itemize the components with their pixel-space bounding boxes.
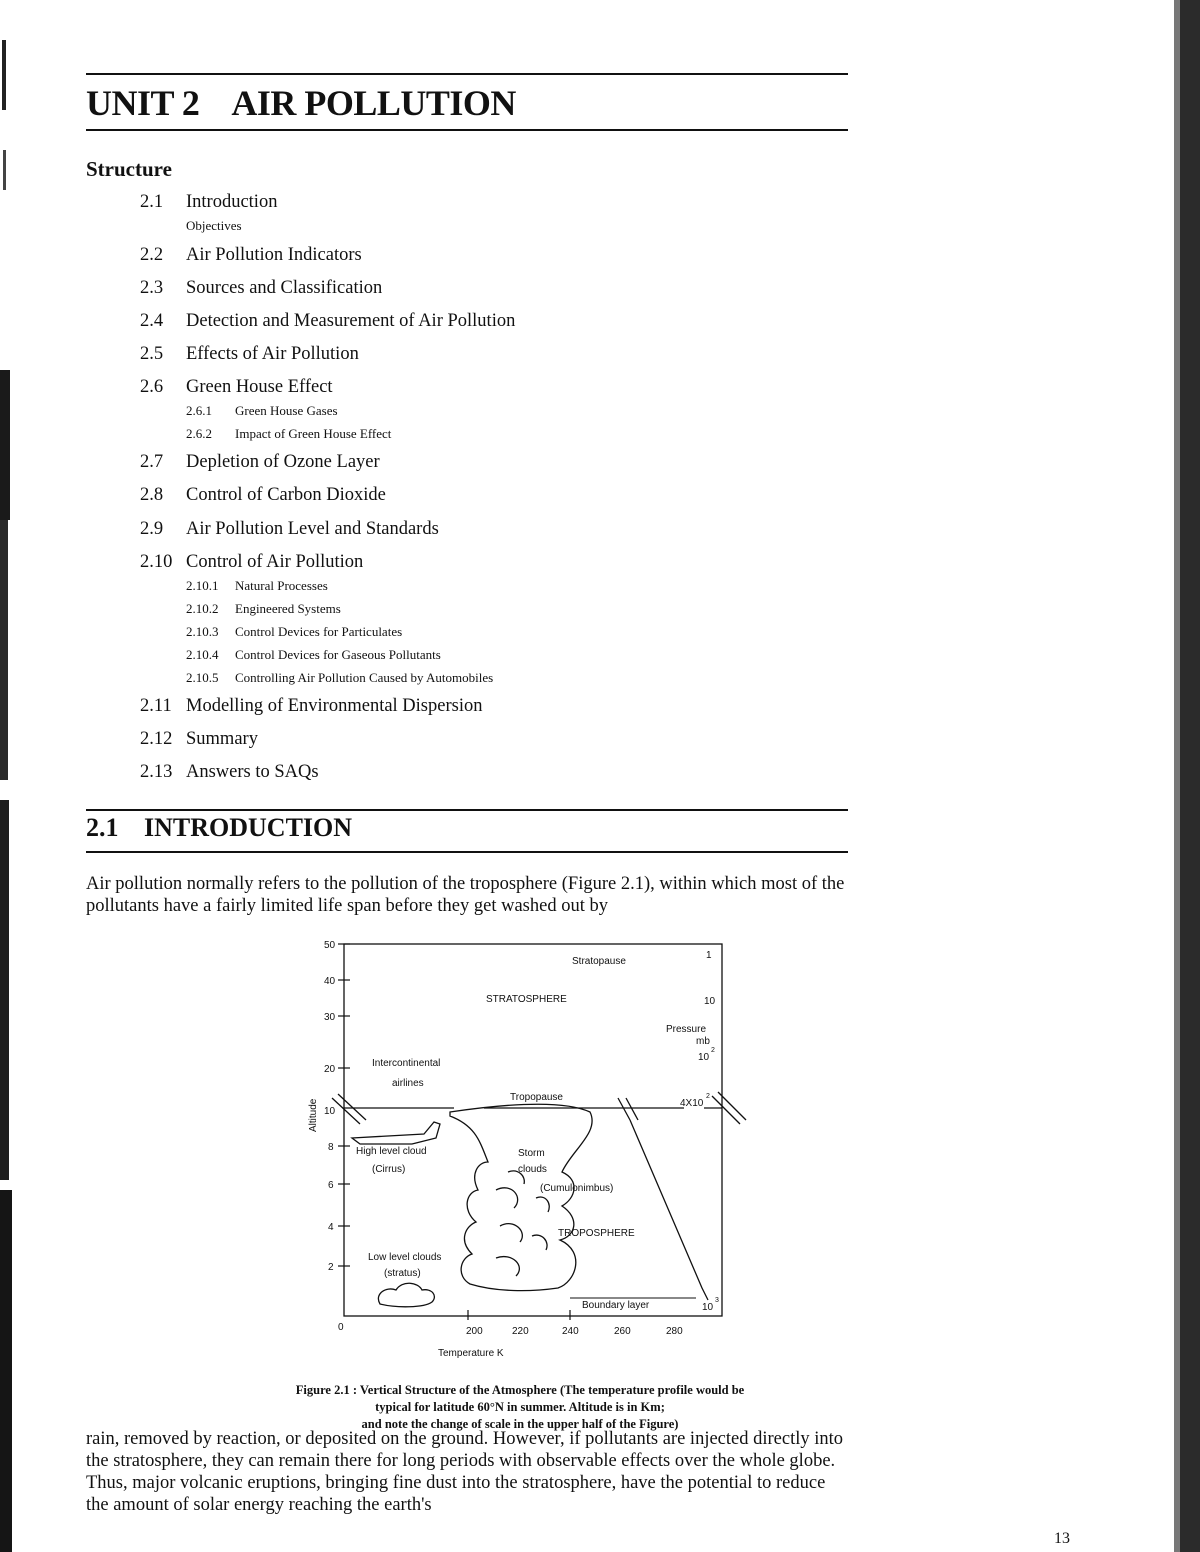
section-title-text: INTRODUCTION <box>144 813 353 842</box>
toc-subitem <box>186 578 328 594</box>
intercontinental-label: Intercontinental <box>372 1058 441 1069</box>
section-top-rule <box>86 809 848 811</box>
clouds-label: clouds <box>518 1164 547 1175</box>
x-tick-label: 220 <box>512 1326 529 1337</box>
toc-item-label: Modelling of Environmental Dispersion <box>186 696 483 716</box>
caption-line: Figure 2.1 : Vertical Structure of the Atmosphere (The temperature profile would be <box>295 1383 745 1397</box>
high-cloud-label: High level cloud <box>356 1146 427 1157</box>
pressure-superscript: 3 <box>715 1297 719 1304</box>
toc-item-number: 2.7 <box>140 452 164 472</box>
x-tick-label: 240 <box>562 1326 579 1337</box>
x-tick-label: 200 <box>466 1326 483 1337</box>
figure-caption <box>150 1382 890 1433</box>
y-axis-label: Altitude <box>308 1098 319 1132</box>
pressure-tick-label: 10 <box>702 1302 714 1313</box>
toc-item-label: Sources and Classification <box>186 278 383 298</box>
toc-item <box>140 762 319 783</box>
toc-subitem-label: Natural Processes <box>235 578 328 593</box>
y-tick-label: 2 <box>328 1262 334 1273</box>
toc-subitem <box>186 670 493 686</box>
toc-item <box>140 729 258 750</box>
toc-item-label: Answers to SAQs <box>186 762 319 782</box>
boundary-layer-label: Boundary layer <box>582 1300 650 1311</box>
airlines-label: airlines <box>392 1078 424 1089</box>
intro-paragraph-2: rain, removed by reaction, or deposited on the ground. However, if pollutants are injected directly into the stratosphere, they can remain there for long periods with observable effects over the whole globe. Thus, major volcanic eruptions, bringing fine dust into the stratosphere, have the potential to reduce the amount of solar energy reaching the earth's <box>86 1429 844 1515</box>
toc-subitem-number: 2.10.4 <box>186 647 219 662</box>
toc-subitem-number: 2.6.2 <box>186 426 212 441</box>
toc-subitem-label: Controlling Air Pollution Caused by Automobiles <box>235 670 494 685</box>
pressure-tick-label: 1 <box>706 950 712 961</box>
cumulonimbus-label: (Cumulonimbus) <box>540 1183 614 1194</box>
x-tick-label: 280 <box>666 1326 683 1337</box>
toc-item-number: 2.5 <box>140 344 164 364</box>
cirrus-label: (Cirrus) <box>372 1164 406 1175</box>
toc-subitem-label: Control Devices for Particulates <box>235 624 403 639</box>
toc-subitem-label: Objectives <box>186 218 242 233</box>
toc-subitem <box>186 426 391 442</box>
stratus-label: (stratus) <box>384 1268 421 1279</box>
toc-item-number: 2.1 <box>140 192 164 212</box>
toc-item-label: Control of Carbon Dioxide <box>186 485 386 505</box>
toc-item <box>140 519 439 540</box>
toc-subitem <box>186 218 242 234</box>
toc-item-label: Control of Air Pollution <box>186 552 364 572</box>
toc-subitem-label: Control Devices for Gaseous Pollutants <box>235 647 441 662</box>
toc-item-number: 2.6 <box>140 377 164 397</box>
toc-item-number: 2.9 <box>140 519 164 539</box>
toc-item-label: Introduction <box>186 192 278 212</box>
y-tick-label: 40 <box>324 976 336 987</box>
toc-subitem-number: 2.10.3 <box>186 624 219 639</box>
airplane-shape <box>352 1122 440 1144</box>
tropopause-label: Tropopause <box>510 1092 563 1103</box>
toc-item-number: 2.13 <box>140 762 173 782</box>
toc-item <box>140 344 359 365</box>
atmosphere-figure <box>300 936 760 1366</box>
storm-cloud-outline <box>450 1104 592 1290</box>
toc-item-number: 2.3 <box>140 278 164 298</box>
low-cloud-label: Low level clouds <box>368 1252 442 1263</box>
pressure-superscript: 2 <box>711 1047 715 1054</box>
y-tick-label: 20 <box>324 1064 336 1075</box>
toc-item <box>140 552 363 573</box>
storm-label: Storm <box>518 1148 545 1159</box>
toc-subitem-number: 2.10.5 <box>186 670 219 685</box>
toc-item-label: Air Pollution Level and Standards <box>186 519 439 539</box>
page-number: 13 <box>1054 1530 1070 1547</box>
low-cloud-outline <box>378 1283 434 1307</box>
y-tick-label: 6 <box>328 1180 334 1191</box>
toc-item <box>140 311 515 332</box>
toc-item-label: Effects of Air Pollution <box>186 344 359 364</box>
toc-item-number: 2.4 <box>140 311 164 331</box>
toc-item-number: 2.11 <box>140 696 172 716</box>
y-tick-label: 0 <box>338 1322 344 1333</box>
toc-item-label: Green House Effect <box>186 377 333 397</box>
section-number: 2.1 <box>86 813 119 842</box>
pressure-axis-label: Pressure <box>666 1024 707 1035</box>
scan-edge-left <box>0 0 30 1552</box>
toc-subitem <box>186 403 338 419</box>
y-tick-label: 30 <box>324 1012 336 1023</box>
x-axis-ticks <box>468 1310 570 1320</box>
toc-subitem <box>186 624 402 640</box>
toc-subitem-number: 2.10.2 <box>186 601 219 616</box>
toc-subitem-number: 2.10.1 <box>186 578 219 593</box>
toc-item <box>140 696 482 717</box>
toc-item-label: Depletion of Ozone Layer <box>186 452 380 472</box>
caption-line: and note the change of scale in the upper half of the Figure) <box>361 1417 679 1431</box>
pressure-tick-label: 10 <box>704 996 716 1007</box>
x-axis-label: Temperature K <box>438 1348 504 1359</box>
toc-item <box>140 192 277 213</box>
toc-subitem <box>186 601 341 617</box>
toc-item <box>140 452 380 473</box>
stratosphere-label: STRATOSPHERE <box>486 994 567 1005</box>
toc-subitem-label: Engineered Systems <box>235 601 341 616</box>
scan-edge-right <box>1174 0 1200 1552</box>
y-tick-label: 10 <box>324 1106 336 1117</box>
storm-cloud-detail-1 <box>496 1188 522 1276</box>
section-title <box>86 813 352 843</box>
toc-item-label: Detection and Measurement of Air Pollution <box>186 311 516 331</box>
title-underline <box>86 129 848 131</box>
structure-heading: Structure <box>86 157 172 181</box>
toc-item-number: 2.2 <box>140 245 164 265</box>
toc-subitem <box>186 647 441 663</box>
intro-paragraph-1: Air pollution normally refers to the pollution of the troposphere (Figure 2.1), within which most of the pollutants have a fairly limited life span before they get washed out by <box>86 874 845 916</box>
pressure-tick-label: 10 <box>698 1052 710 1063</box>
top-rule <box>86 73 848 75</box>
toc-item <box>140 278 382 299</box>
toc-item-number: 2.10 <box>140 552 173 572</box>
y-tick-label: 4 <box>328 1222 334 1233</box>
y-tick-label: 8 <box>328 1142 334 1153</box>
toc-item-label: Summary <box>186 729 258 749</box>
pressure-superscript: 2 <box>706 1093 710 1100</box>
toc-item-number: 2.8 <box>140 485 164 505</box>
pressure-tick-label: 4X10 <box>680 1098 704 1109</box>
toc-item-label: Air Pollution Indicators <box>186 245 362 265</box>
temperature-profile <box>630 1120 708 1300</box>
toc-subitem-label: Impact of Green House Effect <box>235 426 392 441</box>
unit-title: UNIT 2 AIR POLLUTION <box>86 83 516 123</box>
caption-line: typical for latitude 60°N in summer. Altitude is in Km; <box>375 1400 665 1414</box>
toc-item-number: 2.12 <box>140 729 173 749</box>
x-tick-label: 260 <box>614 1326 631 1337</box>
toc-subitem-label: Green House Gases <box>235 403 338 418</box>
pressure-unit-label: mb <box>696 1036 710 1047</box>
stratopause-label: Stratopause <box>572 956 626 967</box>
toc-item <box>140 245 362 266</box>
toc-subitem-number: 2.6.1 <box>186 403 212 418</box>
y-tick-label: 50 <box>324 940 336 951</box>
troposphere-label: TROPOSPHERE <box>558 1228 635 1239</box>
toc-item <box>140 377 333 398</box>
section-bottom-rule <box>86 851 848 853</box>
toc-item <box>140 485 386 506</box>
